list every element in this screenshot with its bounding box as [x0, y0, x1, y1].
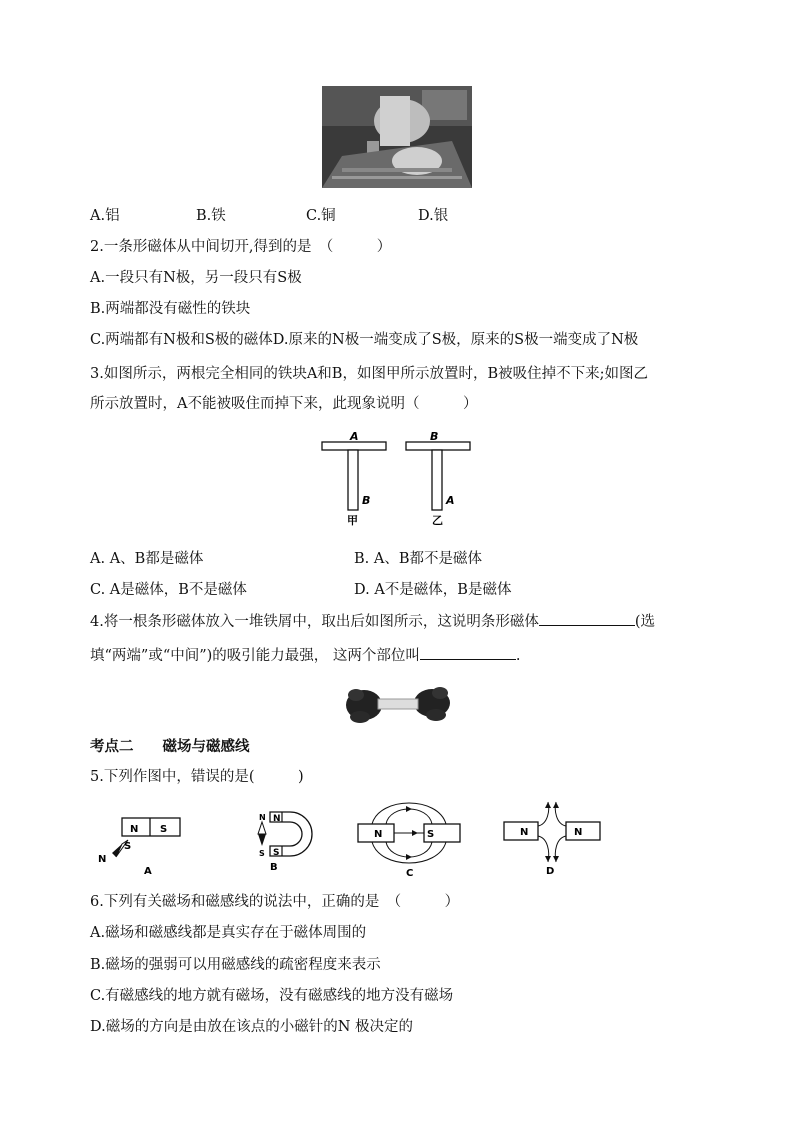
- b-caption: B: [270, 862, 278, 873]
- left-top-label: A: [350, 430, 359, 443]
- q4-line1: [90, 611, 655, 632]
- c-label-s: S: [427, 829, 435, 840]
- left-caption: 甲: [347, 514, 358, 527]
- q1-option-b: B.铁: [196, 208, 226, 224]
- robot-photo: [322, 86, 472, 188]
- d-label-n-right: N: [574, 827, 583, 838]
- q6-option-d: D.磁场的方向是由放在该点的小磁针的N 极决定的: [90, 1019, 414, 1035]
- c-label-n: N: [374, 829, 383, 840]
- q4-line2: [90, 645, 521, 666]
- diagram-a: [98, 818, 180, 877]
- q4-line2-tail: .: [515, 648, 521, 664]
- section-2-title: 考点二 磁场与磁感线: [90, 739, 250, 755]
- right-bottom-label: A: [446, 494, 455, 507]
- left-t-stem: [348, 450, 358, 510]
- diagram-d: [504, 802, 600, 877]
- q3-stem-line2: 所示放置时，A不能被吸住而掉下来，此现象说明（ ）: [90, 396, 478, 412]
- d-caption: D: [546, 866, 555, 877]
- magnet-filings-figure: [342, 683, 454, 725]
- q6-stem: 6.下列有关磁场和磁感线的说法中，正确的是 （ ）: [90, 894, 460, 910]
- d-label-n-left: N: [520, 827, 529, 838]
- q3-option-d: D. A不是磁体，B是磁体: [354, 582, 512, 598]
- right-t-bar: [406, 442, 470, 450]
- b-needle-s: S: [259, 849, 265, 858]
- right-t-stem: [432, 450, 442, 510]
- q3-option-b: B. A、B都不是磁体: [354, 551, 483, 567]
- right-caption: 乙: [432, 514, 443, 527]
- right-top-label: B: [430, 430, 439, 443]
- q2-option-a: A.一段只有N极，另一段只有S极: [90, 270, 302, 286]
- q4-blank-2: [420, 645, 516, 660]
- b-label-n: N: [273, 814, 281, 824]
- q2-stem: 2.一条形磁体从中间切开,得到的是 （ ）: [90, 239, 392, 255]
- q4-line2-text: 填“两端”或“中间”)的吸引能力最强， 这两个部位叫: [90, 648, 420, 664]
- q2-option-c: C.两端都有N极和S极的磁体D.原来的N极一端变成了S极，原来的S极一端变成了N极: [90, 332, 639, 348]
- q6-option-c: C.有磁感线的地方就有磁场，没有磁感线的地方没有磁场: [90, 988, 454, 1004]
- a-label-n: N: [130, 824, 139, 835]
- q4-blank-1: [539, 611, 635, 626]
- a-label-s: S: [160, 824, 168, 835]
- a-needle-s: S: [124, 841, 132, 852]
- q6-option-b: B.磁场的强弱可以用磁感线的疏密程度来表示: [90, 957, 381, 973]
- q1-option-c: C.铜: [306, 208, 336, 224]
- q3-figure: [318, 428, 478, 528]
- q3-option-c: C. A是磁体，B不是磁体: [90, 582, 247, 598]
- a-needle-n: N: [98, 854, 107, 865]
- b-label-s: S: [273, 848, 280, 858]
- q1-option-d: D.银: [418, 208, 449, 224]
- left-t-bar: [322, 442, 386, 450]
- left-bottom-label: B: [362, 494, 371, 507]
- q3-option-a: A. A、B都是磁体: [90, 551, 204, 567]
- q5-stem: 5.下列作图中，错误的是( ): [90, 769, 304, 785]
- diagram-c: [358, 803, 460, 879]
- q2-option-b: B.两端都没有磁性的铁块: [90, 301, 251, 317]
- q3-stem-line1: 3.如图所示，两根完全相同的铁块A和B，如图甲所示放置时，B被吸住掉不下来;如图乙: [90, 366, 648, 382]
- a-caption: A: [144, 866, 152, 877]
- b-needle-n: N: [259, 813, 266, 822]
- c-caption: C: [406, 868, 414, 879]
- q1-option-a: A.铝: [90, 208, 120, 224]
- q5-figure: [90, 800, 610, 880]
- q4-line1-text: 4.将一根条形磁体放入一堆铁屑中，取出后如图所示，这说明条形磁体: [90, 614, 539, 630]
- diagram-b: [258, 812, 312, 873]
- q6-option-a: A.磁场和磁感线都是真实存在于磁体周围的: [90, 925, 367, 941]
- q4-line1-tail: (选: [634, 614, 656, 630]
